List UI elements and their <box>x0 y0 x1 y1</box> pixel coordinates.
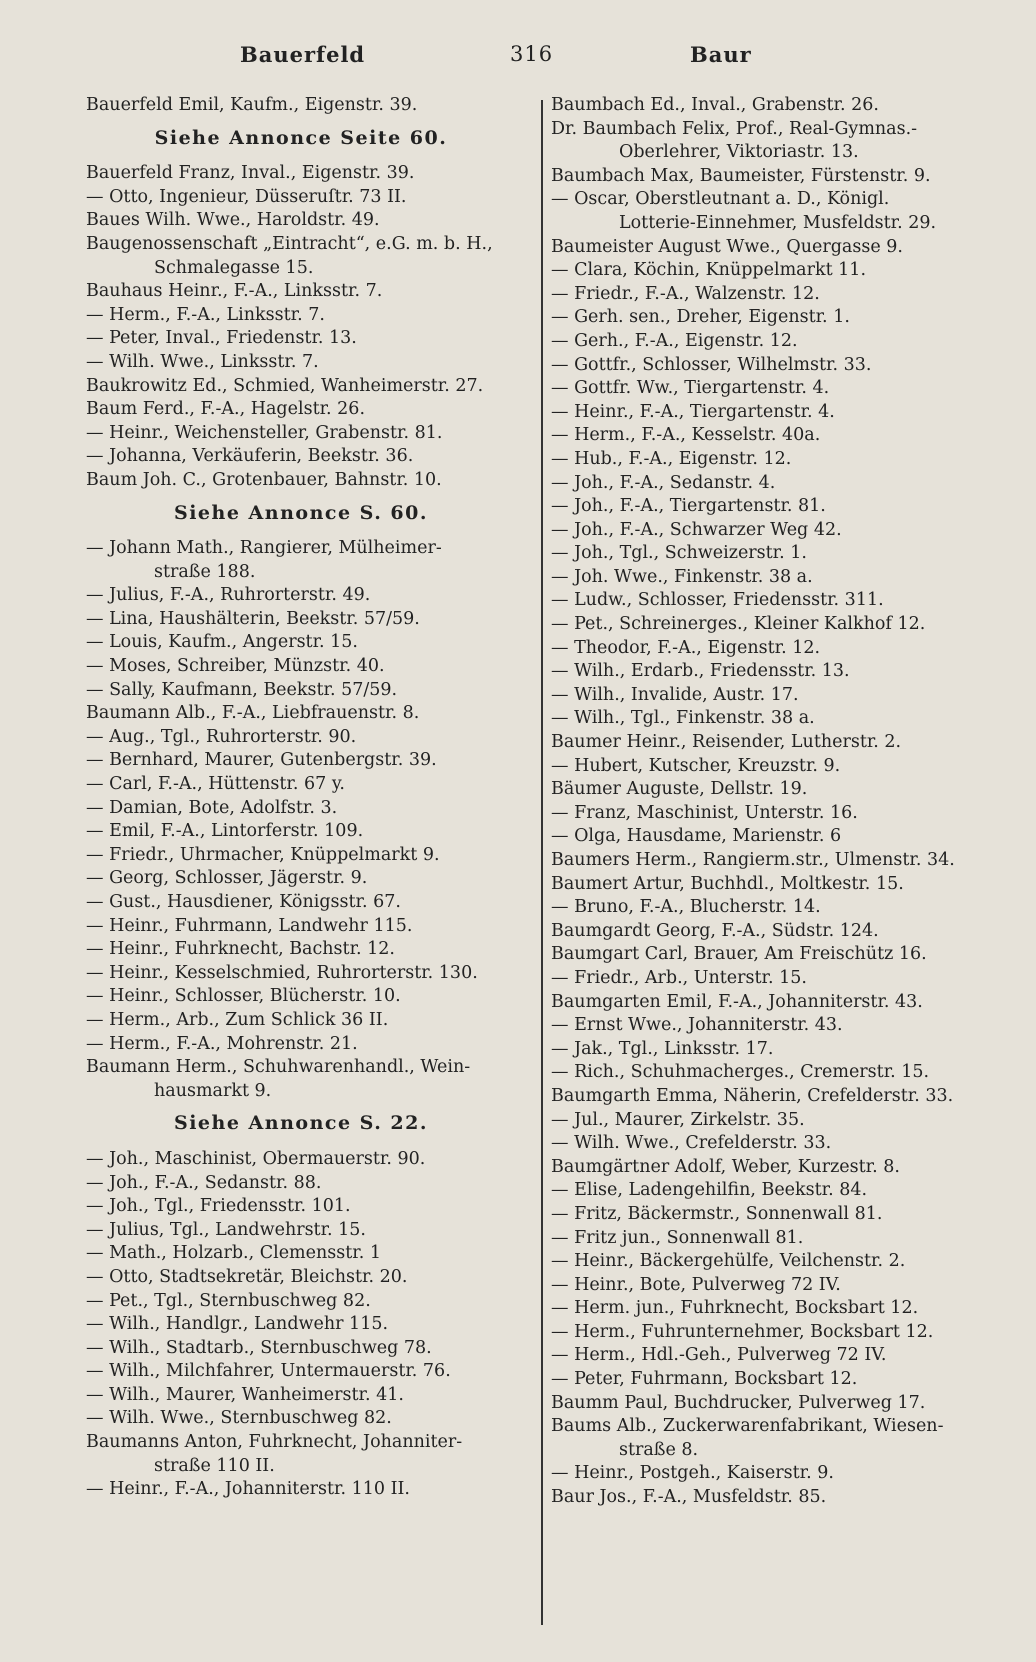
directory-entry: — Pet., Schreinerges., Kleiner Kalkhof 12. <box>551 614 926 635</box>
directory-entry: — Clara, Köchin, Knüppelmarkt 11. <box>551 260 867 281</box>
header-right-keyword: Baur <box>690 42 752 67</box>
directory-entry: — Gust., Hausdiener, Königsstr. 67. <box>86 892 401 912</box>
directory-entry: Baumgarten Emil, F.-A., Johanniterstr. 43. <box>551 991 923 1012</box>
directory-entry: — Herm., Fuhrunternehmer, Bocksbart 12. <box>551 1321 934 1342</box>
directory-entry: — Herm., Arb., Zum Schlick 36 II. <box>86 1009 389 1030</box>
directory-entry: — Joh., F.-A., Sedanstr. 88. <box>86 1172 322 1193</box>
directory-entry: — Math., Holzarb., Clemensstr. 1 <box>86 1243 381 1264</box>
directory-entry: — Jak., Tgl., Linksstr. 17. <box>551 1038 774 1059</box>
directory-entry: — Wilh. Wwe., Crefelderstr. 33. <box>551 1133 832 1154</box>
directory-entry: — Joh., Maschinist, Obermauerstr. 90. <box>86 1148 426 1169</box>
directory-entry: — Peter, Inval., Friedenstr. 13. <box>86 328 357 349</box>
directory-entry: — Herm., F.-A., Linksstr. 7. <box>86 304 325 325</box>
directory-entry: — Joh., Tgl., Friedensstr. 101. <box>86 1196 351 1217</box>
directory-entry: Bauerfeld Franz, Inval., Eigenstr. 39. <box>86 163 415 184</box>
directory-entry: — Heinr., Fuhrmann, Landwehr 115. <box>86 915 413 936</box>
directory-entry: Bauhaus Heinr., F.-A., Linksstr. 7. <box>86 281 383 302</box>
directory-entry: — Jul., Maurer, Zirkelstr. 35. <box>551 1109 805 1130</box>
directory-entry: — Wilh., Invalide, Austr. 17. <box>551 684 799 705</box>
directory-entry: Baukrowitz Ed., Schmied, Wanheimerstr. 27. <box>86 375 484 396</box>
directory-entry: — Heinr., Schlosser, Blücherstr. 10. <box>86 986 401 1007</box>
entry-continuation: straße 8. <box>619 1439 699 1460</box>
directory-entry: — Heinr., F.-A., Tiergartenstr. 4. <box>551 401 835 422</box>
directory-entry: Baums Alb., Zuckerwarenfabrikant, Wiesen- <box>551 1416 944 1437</box>
directory-entry: — Heinr., Postgeh., Kaiserstr. 9. <box>551 1463 834 1484</box>
annonce-reference: Siehe Annonce S. 22. <box>173 1112 428 1135</box>
directory-entry: Baumgarth Emma, Näherin, Crefelderstr. 33. <box>551 1085 954 1106</box>
directory-entry: — Herm. jun., Fuhrknecht, Bocksbart 12. <box>551 1298 919 1319</box>
directory-entry: Bäumer Auguste, Dellstr. 19. <box>551 779 808 800</box>
directory-entry: — Johann Math., Rangierer, Mülheimer- <box>86 538 442 559</box>
directory-entry: — Heinr., Bäckergehülfe, Veilchenstr. 2. <box>551 1251 906 1272</box>
entry-continuation: Schmalegasse 15. <box>154 257 314 278</box>
directory-entry: — Oscar, Oberstleutnant a. D., Königl. <box>551 189 890 210</box>
directory-entry: Baumert Artur, Buchhdl., Moltkestr. 15. <box>551 873 904 894</box>
directory-entry: — Heinr., Fuhrknecht, Bachstr. 12. <box>86 939 395 960</box>
directory-entry: Baumann Alb., F.-A., Liebfrauenstr. 8. <box>86 703 420 724</box>
directory-entry: — Friedr., Arb., Unterstr. 15. <box>551 967 807 988</box>
directory-entry: Baur Jos., F.-A., Musfeldstr. 85. <box>551 1487 827 1508</box>
directory-entry: — Heinr., F.-A., Johanniterstr. 110 II. <box>86 1479 410 1500</box>
directory-entry: — Peter, Fuhrmann, Bocksbart 12. <box>551 1369 858 1390</box>
directory-entry: — Friedr., F.-A., Walzenstr. 12. <box>551 283 820 304</box>
right-column <box>551 94 991 1510</box>
header-left-keyword: Bauerfeld <box>240 42 366 67</box>
directory-entry: — Heinr., Bote, Pulverweg 72 IV. <box>551 1274 841 1295</box>
directory-entry: — Olga, Hausdame, Marienstr. 6 <box>551 826 842 847</box>
directory-entry: — Theodor, F.-A., Eigenstr. 12. <box>551 637 821 658</box>
directory-entry: — Ernst Wwe., Johanniterstr. 43. <box>551 1015 843 1036</box>
directory-entry: — Joh., Tgl., Schweizerstr. 1. <box>551 543 807 564</box>
directory-entry: — Wilh. Wwe., Sternbuschweg 82. <box>86 1408 392 1429</box>
directory-entry: — Wilh., Milchfahrer, Untermauerstr. 76. <box>86 1361 451 1382</box>
directory-entry: — Herm., F.-A., Mohrenstr. 21. <box>86 1033 358 1054</box>
directory-entry: — Julius, Tgl., Landwehrstr. 15. <box>86 1219 366 1240</box>
directory-entry: Bauerfeld Emil, Kaufm., Eigenstr. 39. <box>86 95 418 115</box>
entry-continuation: straße 110 II. <box>154 1455 275 1476</box>
directory-entry: — Joh., F.-A., Tiergartenstr. 81. <box>551 496 826 517</box>
directory-entry: — Bernhard, Maurer, Gutenbergstr. 39. <box>86 750 437 771</box>
directory-entry: Baumgärtner Adolf, Weber, Kurzestr. 8. <box>551 1156 900 1177</box>
directory-entry: — Hub., F.-A., Eigenstr. 12. <box>551 448 792 469</box>
directory-entry: — Georg, Schlosser, Jägerstr. 9. <box>86 868 368 889</box>
directory-entry: — Wilh., Handlgr., Landwehr 115. <box>86 1314 389 1335</box>
directory-entry: Baumm Paul, Buchdrucker, Pulverweg 17. <box>551 1392 926 1413</box>
directory-entry: Dr. Baumbach Felix, Prof., Real-Gymnas.- <box>551 118 918 139</box>
directory-entry: Baumann Herm., Schuhwarenhandl., Wein- <box>86 1057 471 1078</box>
directory-entry: — Wilh. Wwe., Linksstr. 7. <box>86 351 319 372</box>
directory-entry: — Sally, Kaufmann, Beekstr. 57/59. <box>86 679 398 700</box>
directory-entry: — Moses, Schreiber, Münzstr. 40. <box>86 656 385 677</box>
annonce-reference: Siehe Annonce Seite 60. <box>154 126 448 149</box>
directory-entry: — Joh. Wwe., Finkenstr. 38 a. <box>551 566 813 587</box>
directory-entry: Baues Wilh. Wwe., Haroldstr. 49. <box>86 210 380 231</box>
directory-entry: Baumanns Anton, Fuhrknecht, Johanniter- <box>86 1432 463 1453</box>
directory-entry: Baumers Herm., Rangierm.str., Ulmenstr. 34. <box>551 850 955 870</box>
directory-entry: — Aug., Tgl., Ruhrorterstr. 90. <box>86 726 357 747</box>
page-number: 316 <box>510 42 554 66</box>
entry-continuation: hausmarkt 9. <box>154 1080 272 1101</box>
entry-continuation: straße 188. <box>154 561 256 582</box>
left-column <box>86 94 516 1502</box>
directory-entry: — Gottfr., Schlosser, Wilhelmstr. 33. <box>551 354 872 375</box>
directory-entry: — Wilh., Erdarb., Friedensstr. 13. <box>551 661 850 682</box>
directory-entry: — Rich., Schuhmacherges., Cremerstr. 15. <box>551 1062 930 1083</box>
directory-entry: Baum Ferd., F.-A., Hagelstr. 26. <box>86 399 366 420</box>
directory-entry: — Carl, F.-A., Hüttenstr. 67 y. <box>86 774 345 795</box>
directory-entry: Baumer Heinr., Reisender, Lutherstr. 2. <box>551 732 902 753</box>
directory-entry: — Julius, F.-A., Ruhrorterstr. 49. <box>86 585 371 606</box>
directory-entry: — Gerh., F.-A., Eigenstr. 12. <box>551 330 798 351</box>
directory-entry: — Ludw., Schlosser, Friedensstr. 311. <box>551 590 884 611</box>
directory-entry: — Johanna, Verkäuferin, Beekstr. 36. <box>86 446 414 467</box>
page-header <box>0 42 1036 82</box>
directory-entry: — Damian, Bote, Adolfstr. 3. <box>86 797 338 818</box>
directory-entry: — Friedr., Uhrmacher, Knüppelmarkt 9. <box>86 844 440 865</box>
directory-entry: — Herm., Hdl.-Geh., Pulverweg 72 IV. <box>551 1345 887 1366</box>
column-divider <box>541 100 543 1625</box>
directory-entry: — Gottfr. Ww., Tiergartenstr. 4. <box>551 378 830 399</box>
directory-entry: — Franz, Maschinist, Unterstr. 16. <box>551 802 858 823</box>
directory-entry: — Otto, Ingenieur, Düsseruſtr. 73 II. <box>86 186 407 207</box>
entry-continuation: Oberlehrer, Viktoriastr. 13. <box>619 142 859 163</box>
directory-entry: — Heinr., Weichensteller, Grabenstr. 81. <box>86 422 443 443</box>
directory-entry: Baumgart Carl, Brauer, Am Freischütz 16. <box>551 944 927 965</box>
directory-entry: — Gerh. sen., Dreher, Eigenstr. 1. <box>551 307 850 328</box>
directory-entry: — Louis, Kaufm., Angerstr. 15. <box>86 632 358 653</box>
directory-entry: — Lina, Haushälterin, Beekstr. 57/59. <box>86 608 420 629</box>
directory-entry: Baum Joh. C., Grotenbauer, Bahnstr. 10. <box>86 469 442 490</box>
directory-entry: — Wilh., Tgl., Finkenstr. 38 a. <box>551 708 815 729</box>
directory-entry: — Heinr., Kesselschmied, Ruhrorterstr. 130. <box>86 962 478 983</box>
directory-entry: — Fritz jun., Sonnenwall 81. <box>551 1227 804 1248</box>
directory-entry: Baumbach Max, Baumeister, Fürstenstr. 9. <box>551 165 931 186</box>
directory-entry: — Pet., Tgl., Sternbuschweg 82. <box>86 1290 371 1311</box>
directory-entry: — Bruno, F.-A., Blucherstr. 14. <box>551 897 821 918</box>
directory-entry: — Otto, Stadtsekretär, Bleichstr. 20. <box>86 1266 408 1287</box>
directory-entry: — Emil, F.-A., Lintorferstr. 109. <box>86 821 364 842</box>
directory-entry: — Elise, Ladengehilfin, Beekstr. 84. <box>551 1180 868 1201</box>
directory-entry: Baumgardt Georg, F.-A., Südstr. 124. <box>551 920 879 941</box>
directory-entry: — Herm., F.-A., Kesselstr. 40a. <box>551 425 821 446</box>
directory-entry: — Fritz, Bäckermstr., Sonnenwall 81. <box>551 1203 883 1224</box>
directory-entry: — Hubert, Kutscher, Kreuzstr. 9. <box>551 755 841 776</box>
directory-entry: — Wilh., Stadtarb., Sternbuschweg 78. <box>86 1337 432 1358</box>
directory-entry: — Joh., F.-A., Schwarzer Weg 42. <box>551 519 842 540</box>
directory-entry: Baumbach Ed., Inval., Grabenstr. 26. <box>551 95 879 115</box>
directory-entry: Baumeister August Wwe., Quergasse 9. <box>551 236 903 257</box>
annonce-reference: Siehe Annonce S. 60. <box>173 501 428 524</box>
directory-entry: — Joh., F.-A., Sedanstr. 4. <box>551 472 776 493</box>
directory-entry: Baugenossenschaft „Eintracht“, e.G. m. b. H., <box>86 233 493 254</box>
entry-continuation: Lotterie-Einnehmer, Musfeldstr. 29. <box>619 212 937 233</box>
directory-entry: — Wilh., Maurer, Wanheimerstr. 41. <box>86 1384 404 1405</box>
